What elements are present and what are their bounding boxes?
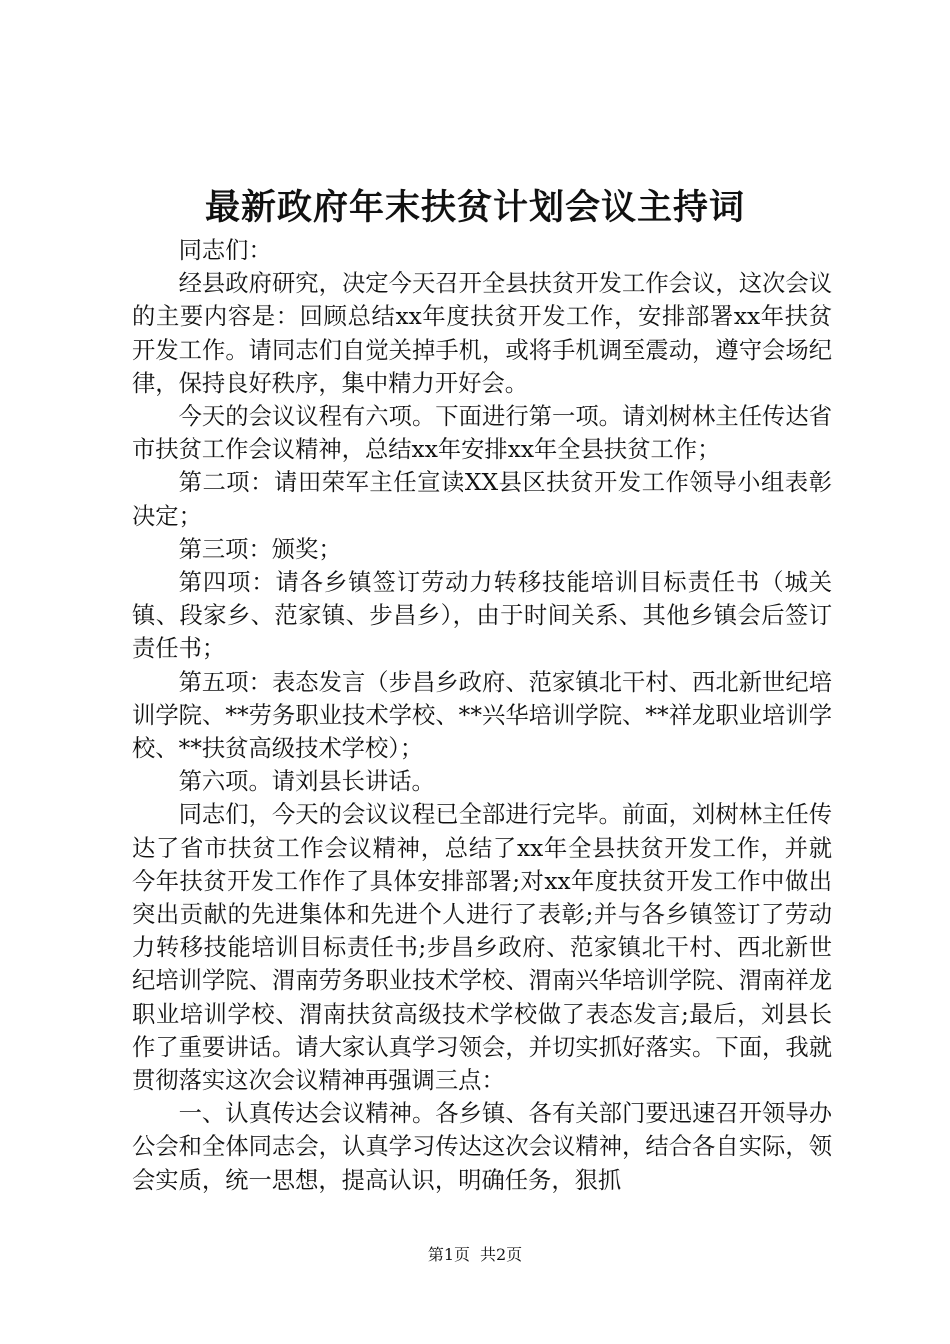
paragraph-greeting: 同志们： xyxy=(178,237,272,264)
paragraph-agenda-item-6: 第六项。请刘县长讲话。 xyxy=(178,768,435,796)
page-total: 共2页 xyxy=(480,1245,523,1264)
paragraph-summary: 同志们，今天的会议议程已全部进行完毕。前面，刘树林主任传达了省市扶贫工作会议精神，总结了xx年全县扶贫开发工作，并就今年扶贫开发工作作了具体安排部署;对xx年度扶贫开发工作中做出突出贡献的先进集体和先进个人进行了表彰;并与各乡镇签订了劳动力转移技能培训目标责任书;步昌乡政府、范家镇北干村、西北新世纪培训学院、渭南劳务职业技术学校、渭南兴华培训学院、渭南祥龙职业培训学校、渭南扶贫高级技术学校做了表态发言;最后，刘县长作了重要讲话。请大家认真学习领会，并切实抓好落实。下面，我就贯彻落实这次会议精神再强调三点： xyxy=(132,801,832,1095)
paragraph-agenda-item-4: 第四项：请各乡镇签订劳动力转移技能培训目标责任书（城关镇、段家乡、范家镇、步昌乡），由于时间关系、其他乡镇会后签订责任书； xyxy=(132,569,832,663)
document-body xyxy=(132,234,832,1197)
paragraph-agenda-item-5: 第五项：表态发言（步昌乡政府、范家镇北干村、西北新世纪培训学院、**劳务职业技术学校、**兴华培训学院、**祥龙职业培训学校、**扶贫高级技术学校）； xyxy=(132,668,832,763)
paragraph-intro: 经县政府研究，决定今天召开全县扶贫开发工作会议，这次会议的主要内容是：回顾总结xx年度扶贫开发工作，安排部署xx年扶贫开发工作。请同志们自觉关掉手机，或将手机调至震动，遵守会场纪律，保持良好秩序，集中精力开好会。 xyxy=(132,270,832,397)
document-title: 最新政府年末扶贫计划会议主持词 xyxy=(204,187,745,228)
paragraph-agenda-item-3: 第三项：颁奖； xyxy=(178,535,342,563)
paragraph-agenda-item-1: 今天的会议议程有六项。下面进行第一项。请刘树林主任传达省市扶贫工作会议精神，总结xx年安排xx年全县扶贫工作； xyxy=(132,403,832,464)
paragraph-agenda-item-2: 第二项：请田荣军主任宣读XX县区扶贫开发工作领导小组表彰决定； xyxy=(132,469,832,530)
page-number: 第1页 xyxy=(427,1245,470,1264)
paragraph-point-1: 一、认真传达会议精神。各乡镇、各有关部门要迅速召开领导办公会和全体同志会，认真学习传达这次会议精神，结合各自实际，领会实质，统一思想，提高认识，明确任务，狠抓 xyxy=(132,1100,832,1194)
page-footer xyxy=(0,1244,950,1266)
